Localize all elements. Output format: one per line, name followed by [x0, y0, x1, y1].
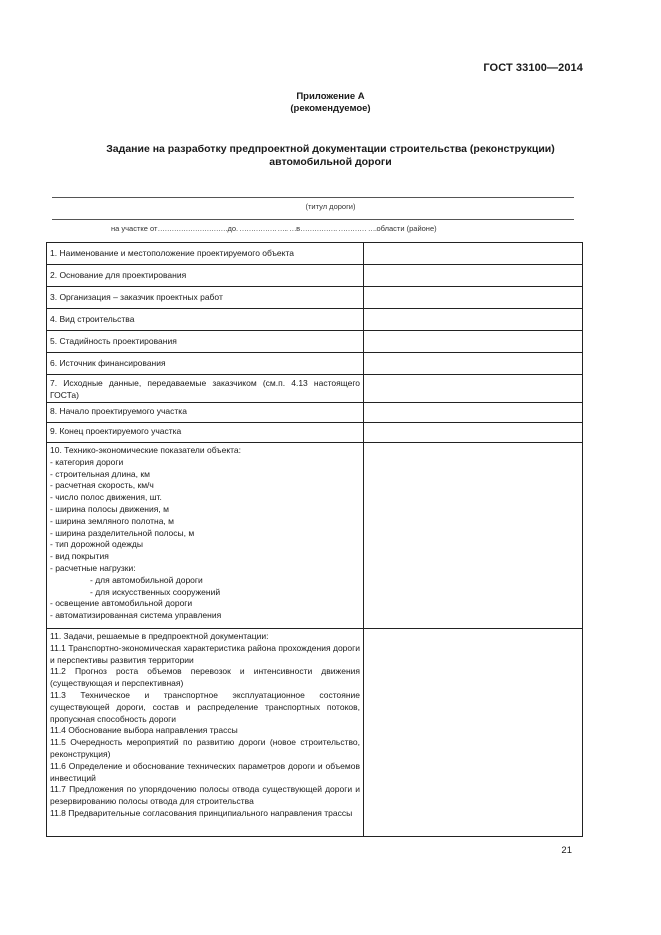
task-item: 11.6 Определение и обоснование технических параметров дороги и объемов инвестиций	[50, 760, 360, 783]
table-row	[47, 309, 583, 331]
indicator-subitem: - для автомобильной дороги	[90, 574, 203, 585]
value-cell[interactable]	[364, 331, 583, 353]
task-item: 11.5 Очередность мероприятий по развитию дороги (новое строительство, реконструкция)	[50, 737, 360, 759]
assignment-table	[46, 242, 583, 837]
title-line-1: Задание на разработку предпроектной документации строительства (реконструкции)	[106, 143, 555, 155]
value-cell[interactable]	[364, 423, 583, 443]
row-label: 6. Источник финансирования	[47, 353, 364, 375]
appendix-note: (рекомендуемое)	[290, 103, 371, 114]
indicator-subitem: - для искусственных сооружений	[90, 586, 221, 597]
table-row	[47, 265, 583, 287]
task-item: 11.8 Предварительные согласования принципиального направления трассы	[50, 807, 353, 818]
indicator-item: - число полос движения, шт.	[50, 492, 162, 503]
value-cell[interactable]	[364, 243, 583, 265]
row-label: 1. Наименование и местоположение проектируемого объекта	[47, 243, 364, 265]
value-cell[interactable]	[364, 265, 583, 287]
indicator-item: - расчетная скорость, км/ч	[50, 480, 154, 491]
task-item: 11.7 Предложения по упорядочению полосы отвода существующей дороги и резервированию полосы отвода для строительства	[50, 784, 360, 807]
indicator-item: - автоматизированная система управления	[50, 610, 222, 621]
task-item: 11.4 Обоснование выбора направления трассы	[50, 725, 238, 736]
row-label: 7. Исходные данные, передаваемые заказчиком (см.п. 4.13 настоящего ГОСТа)	[47, 375, 364, 403]
indicator-item: - ширина полосы движения, м	[50, 503, 169, 514]
indicator-item: - ширина земляного полотна, м	[50, 515, 174, 526]
table-row	[47, 287, 583, 309]
value-cell[interactable]	[364, 353, 583, 375]
tasks-cell	[47, 629, 364, 837]
indicator-item: - расчетные нагрузки:	[50, 562, 136, 573]
indicators-heading: 10. Технико-экономические показатели объекта:	[50, 445, 242, 455]
row-label: 2. Основание для проектирования	[47, 265, 364, 287]
table-row	[47, 353, 583, 375]
value-cell[interactable]	[364, 287, 583, 309]
table-row-indicators	[47, 443, 583, 629]
table-row-tasks	[47, 629, 583, 837]
section-line	[52, 219, 574, 220]
table-row	[47, 331, 583, 353]
row-label: 4. Вид строительства	[47, 309, 364, 331]
road-title-caption: (титул дороги)	[305, 202, 356, 211]
tasks-heading: 11. Задачи, решаемые в предпроектной документации:	[50, 631, 269, 641]
appendix-label: Приложение А	[296, 91, 365, 102]
task-item: 11.3 Техническое и транспортное эксплуатационное состояние существующей дороги, состав и распределение транспортных потоков, пропускная способность дороги	[50, 689, 360, 724]
caption-to: до	[227, 224, 237, 233]
row-label: 8. Начало проектируемого участка	[47, 403, 364, 423]
section-caption: на участке от…………………………до. ……………. ….. …в……………. ………… ….области (районе)	[111, 224, 437, 233]
caption-region: области (районе)	[376, 224, 437, 233]
indicator-item: - освещение автомобильной дороги	[50, 598, 193, 609]
title-line-2: автомобильной дороги	[269, 156, 392, 168]
row-label: 9. Конец проектируемого участка	[47, 423, 364, 443]
row-label: 5. Стадийность проектирования	[47, 331, 364, 353]
value-cell[interactable]	[364, 309, 583, 331]
caption-in: в	[296, 224, 301, 233]
value-cell[interactable]	[364, 403, 583, 423]
indicators-cell	[47, 443, 364, 629]
value-cell[interactable]	[364, 629, 583, 837]
task-item: 11.1 Транспортно-экономическая характеристика района прохождения дороги и перспективы развития территории	[50, 642, 360, 665]
table-row	[47, 403, 583, 423]
indicator-item: - вид покрытия	[50, 551, 109, 562]
indicator-item: - строительная длина, км	[50, 468, 150, 479]
value-cell[interactable]	[364, 443, 583, 629]
table-row	[47, 423, 583, 443]
row-label: 3. Организация – заказчик проектных работ	[47, 287, 364, 309]
indicator-item: - категория дороги	[50, 456, 124, 467]
page-number: 21	[561, 845, 572, 856]
road-title-line	[52, 197, 574, 198]
indicator-item: - ширина разделительной полосы, м	[50, 527, 195, 538]
table-row	[47, 375, 583, 403]
caption-on: на участке от	[111, 224, 158, 233]
task-item: 11.2 Прогноз роста объемов перевозок и интенсивности движения (существующая и перспективная)	[50, 666, 360, 689]
value-cell[interactable]	[364, 375, 583, 403]
standard-designation: ГОСТ 33100—2014	[483, 62, 583, 74]
document-title	[0, 143, 661, 169]
table-row	[47, 243, 583, 265]
indicator-item: - тип дорожной одежды	[50, 539, 143, 550]
